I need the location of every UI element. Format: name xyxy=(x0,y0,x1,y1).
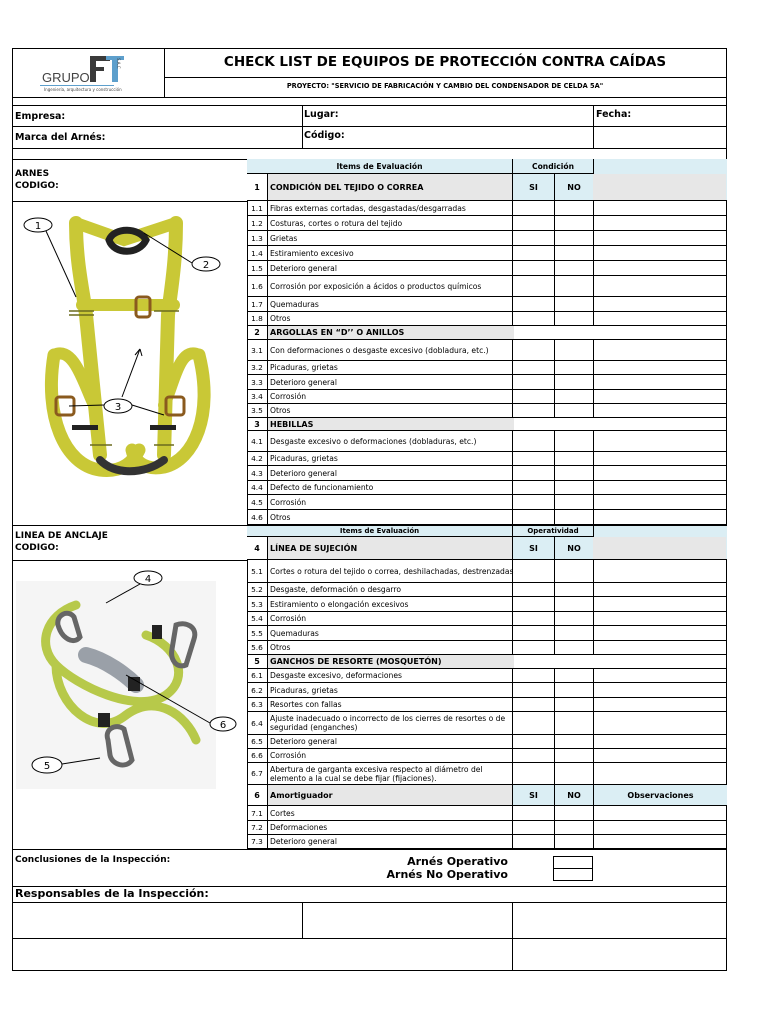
checklist-row xyxy=(247,390,726,404)
item-text: Quemaduras xyxy=(270,299,319,309)
si-cell[interactable] xyxy=(512,340,555,360)
item-text: Deformaciones xyxy=(270,823,328,832)
obs-cell[interactable] xyxy=(593,340,726,360)
no-cell[interactable] xyxy=(554,216,594,230)
item-text: Deterioro general xyxy=(270,837,337,846)
checklist-row xyxy=(247,261,726,276)
no-cell[interactable] xyxy=(554,560,594,582)
no-cell[interactable] xyxy=(554,510,594,524)
item-text: Corrosión por exposición a ácidos o productos químicos xyxy=(270,281,482,291)
checklist-row xyxy=(247,763,726,785)
no-cell[interactable] xyxy=(554,698,594,711)
si-cell[interactable] xyxy=(512,698,555,711)
item-text: Grietas xyxy=(270,233,298,243)
si-cell[interactable] xyxy=(512,297,555,311)
obs-cell[interactable] xyxy=(593,216,726,230)
item-num: 4.1 xyxy=(247,431,268,451)
si-cell[interactable] xyxy=(512,712,555,734)
obs-cell[interactable] xyxy=(593,361,726,374)
no-cell[interactable] xyxy=(554,340,594,360)
svg-text:5: 5 xyxy=(43,761,51,772)
item-num: 6.7 xyxy=(247,763,268,784)
checklist-row xyxy=(247,698,726,712)
no-cell[interactable] xyxy=(554,375,594,389)
si-cell[interactable] xyxy=(512,735,555,748)
item-num: 4.4 xyxy=(247,481,268,494)
obs-cell[interactable] xyxy=(593,481,726,494)
si-cell[interactable] xyxy=(512,835,555,848)
no-cell[interactable] xyxy=(554,583,594,596)
s6-si-header: SI xyxy=(512,785,554,806)
checklist-row xyxy=(247,669,726,683)
si-cell[interactable] xyxy=(512,583,555,596)
checklist-row xyxy=(247,712,726,735)
item-num: 3.4 xyxy=(247,390,268,403)
checklist-row xyxy=(247,216,726,231)
item-text: Costuras, cortes o rotura del tejido xyxy=(270,218,403,228)
item-num: 1.1 xyxy=(247,201,268,215)
item-text: Picaduras, grietas xyxy=(270,685,338,695)
no-cell[interactable] xyxy=(554,749,594,762)
obs-cell[interactable] xyxy=(593,749,726,762)
obs-cell[interactable] xyxy=(593,452,726,465)
conclusiones-label: Conclusiones de la Inspección: xyxy=(15,855,171,865)
item-num: 7.2 xyxy=(247,821,268,834)
obs-cell[interactable] xyxy=(593,641,726,654)
si-cell[interactable] xyxy=(512,201,555,215)
checklist-row xyxy=(247,683,726,698)
si-cell[interactable] xyxy=(512,821,555,834)
item-num: 4.2 xyxy=(247,452,268,465)
si-cell[interactable] xyxy=(512,312,555,325)
item-text: Corrosión xyxy=(270,392,307,401)
item-text: Deterioro general xyxy=(270,263,337,273)
checklist-row xyxy=(247,361,726,375)
linea-codigo: CODIGO: xyxy=(15,543,59,553)
si-cell[interactable] xyxy=(512,749,555,762)
checklist-row xyxy=(247,312,726,326)
si-cell[interactable] xyxy=(512,481,555,494)
harness-image xyxy=(14,205,244,520)
obs-cell[interactable] xyxy=(593,698,726,711)
no-cell[interactable] xyxy=(554,597,594,611)
arnes-no-operativo-label: Arnés No Operativo xyxy=(386,868,508,881)
checklist-row xyxy=(247,597,726,612)
item-num: 1.4 xyxy=(247,246,268,260)
item-num: 5.1 xyxy=(247,560,268,582)
item-text: Deterioro general xyxy=(270,468,337,478)
si-cell[interactable] xyxy=(512,276,555,296)
item-num: 4.3 xyxy=(247,466,268,480)
no-cell[interactable] xyxy=(554,276,594,296)
no-cell[interactable] xyxy=(554,201,594,215)
si-cell[interactable] xyxy=(512,806,555,820)
item-text: Fibras externas cortadas, desgastadas/desgarradas xyxy=(270,203,466,213)
checklist-row xyxy=(247,583,726,597)
item-text: Desgaste, deformación o desgarro xyxy=(270,585,401,594)
si-cell[interactable] xyxy=(512,612,555,625)
si-cell[interactable] xyxy=(512,261,555,275)
obs-cell[interactable] xyxy=(593,201,726,215)
no-cell[interactable] xyxy=(554,390,594,403)
obs-cell[interactable] xyxy=(593,276,726,296)
codigo-label: Código: xyxy=(304,130,345,141)
t1-condicion-header: Condición xyxy=(512,159,593,174)
checklist-row xyxy=(247,404,726,418)
no-cell[interactable] xyxy=(554,231,594,245)
si-cell[interactable] xyxy=(512,431,555,451)
logo-tagline: Ingeniería, arquitectura y construcción xyxy=(44,87,122,92)
section-6-title: Amortiguador xyxy=(268,785,514,805)
section-4-row xyxy=(247,537,726,560)
si-cell[interactable] xyxy=(512,597,555,611)
no-cell[interactable] xyxy=(554,806,594,820)
si-cell[interactable] xyxy=(512,452,555,465)
section-4-num: 4 xyxy=(247,537,268,559)
item-num: 1.8 xyxy=(247,312,268,325)
t2-no-header: NO xyxy=(554,537,593,560)
obs-cell[interactable] xyxy=(593,560,726,582)
checklist-row xyxy=(247,466,726,481)
no-cell[interactable] xyxy=(554,612,594,625)
logo-sac: S.A.C xyxy=(116,58,121,69)
item-num: 3.2 xyxy=(247,361,268,374)
obs-cell[interactable] xyxy=(593,583,726,596)
si-cell[interactable] xyxy=(512,375,555,389)
fecha-label: Fecha: xyxy=(596,109,632,120)
no-cell[interactable] xyxy=(554,641,594,654)
si-cell[interactable] xyxy=(512,683,555,697)
item-num: 6.3 xyxy=(247,698,268,711)
si-cell[interactable] xyxy=(512,466,555,480)
section-5-row xyxy=(247,655,726,669)
no-cell[interactable] xyxy=(554,431,594,451)
no-cell[interactable] xyxy=(554,297,594,311)
responsables-label: Responsables de la Inspección: xyxy=(15,887,209,900)
si-cell[interactable] xyxy=(512,390,555,403)
arnes-title: ARNES xyxy=(15,169,50,179)
obs-cell[interactable] xyxy=(593,806,726,820)
section-1-title: CONDICIÓN DEL TEJIDO O CORREA xyxy=(270,182,424,192)
obs-cell[interactable] xyxy=(593,231,726,245)
obs-cell[interactable] xyxy=(593,495,726,509)
svg-text:3: 3 xyxy=(114,402,122,413)
checklist-row xyxy=(247,340,726,361)
section-4-title: LÍNEA DE SUJECIÓN xyxy=(270,543,358,553)
project-name: PROYECTO: "SERVICIO DE FABRICACIÓN Y CAMBIO DEL CONDENSADOR DE CELDA 5A" xyxy=(286,82,604,90)
s6-no-header: NO xyxy=(554,785,593,806)
item-text: Estiramiento o elongación excesivos xyxy=(270,599,409,609)
item-num: 7.1 xyxy=(247,806,268,820)
checklist-row xyxy=(247,626,726,641)
checklist-row xyxy=(247,246,726,261)
signature-area-1[interactable] xyxy=(13,903,301,937)
item-num: 5.2 xyxy=(247,583,268,596)
item-text: Picaduras, grietas xyxy=(270,454,338,463)
t1-no-header: NO xyxy=(554,174,593,201)
item-num: 1.7 xyxy=(247,297,268,311)
obs-cell[interactable] xyxy=(593,735,726,748)
obs-cell[interactable] xyxy=(593,683,726,697)
no-cell[interactable] xyxy=(554,361,594,374)
no-cell[interactable] xyxy=(554,669,594,682)
item-num: 6.6 xyxy=(247,749,268,762)
checklist-row xyxy=(247,821,726,835)
item-num: 5.5 xyxy=(247,626,268,640)
t1-si-header: SI xyxy=(512,174,554,201)
item-text: Corrosión xyxy=(270,614,307,623)
checklist-row xyxy=(247,560,726,583)
checklist-row xyxy=(247,806,726,821)
no-cell[interactable] xyxy=(554,312,594,325)
section-6-num: 6 xyxy=(247,785,268,805)
item-num: 5.6 xyxy=(247,641,268,654)
checklist-row xyxy=(247,231,726,246)
no-cell[interactable] xyxy=(554,835,594,848)
svg-text:4: 4 xyxy=(144,574,152,585)
section-3-title: HEBILLAS xyxy=(268,418,514,430)
no-cell[interactable] xyxy=(554,626,594,640)
item-num: 5.4 xyxy=(247,612,268,625)
checklist-row xyxy=(247,481,726,495)
item-num: 1.3 xyxy=(247,231,268,245)
signature-area-2[interactable] xyxy=(303,903,511,937)
si-cell[interactable] xyxy=(512,763,555,784)
checklist-row xyxy=(247,452,726,466)
checklist-row xyxy=(247,495,726,510)
empresa-label: Empresa: xyxy=(15,111,66,122)
item-text: Corrosión xyxy=(270,751,307,760)
item-text: Ajuste inadecuado o incorrecto de los cierres de resortes o de seguridad (enganches) xyxy=(270,714,506,732)
no-cell[interactable] xyxy=(554,683,594,697)
section-1-row xyxy=(247,174,726,201)
obs-cell[interactable] xyxy=(593,261,726,275)
checklist-row xyxy=(247,510,726,525)
si-cell[interactable] xyxy=(512,669,555,682)
item-text: Otros xyxy=(270,643,291,652)
item-num: 7.3 xyxy=(247,835,268,848)
t2-operatividad-header: Operatividad xyxy=(512,525,593,537)
item-text: Deterioro general xyxy=(270,737,337,746)
no-cell[interactable] xyxy=(554,735,594,748)
no-cell[interactable] xyxy=(554,821,594,834)
form-title: CHECK LIST DE EQUIPOS DE PROTECCIÓN CONTRA CAÍDAS xyxy=(223,54,667,70)
item-text: Deterioro general xyxy=(270,377,337,387)
obs-cell[interactable] xyxy=(593,375,726,389)
no-cell[interactable] xyxy=(554,404,594,417)
checklist-row xyxy=(247,749,726,763)
si-cell[interactable] xyxy=(512,495,555,509)
section-2-num: 2 xyxy=(247,326,268,339)
item-text: Otros xyxy=(270,406,291,415)
si-cell[interactable] xyxy=(512,216,555,230)
obs-cell[interactable] xyxy=(593,821,726,834)
item-num: 6.4 xyxy=(247,712,268,734)
obs-cell[interactable] xyxy=(593,297,726,311)
item-text: Quemaduras xyxy=(270,628,319,638)
item-text: Estiramiento excesivo xyxy=(270,248,354,258)
section-3-row xyxy=(247,418,726,431)
item-num: 4.5 xyxy=(247,495,268,509)
signature-area-4[interactable] xyxy=(13,939,511,970)
no-cell[interactable] xyxy=(554,466,594,480)
checklist-row xyxy=(247,431,726,452)
item-num: 3.3 xyxy=(247,375,268,389)
checklist-row xyxy=(247,835,726,849)
item-text: Corrosión xyxy=(270,497,307,507)
obs-cell[interactable] xyxy=(593,510,726,524)
item-text: Defecto de funcionamiento xyxy=(270,483,374,492)
item-text: Cortes o rotura del tejido o correa, deshilachadas, destrenzadas xyxy=(270,566,514,576)
section-1-num: 1 xyxy=(247,174,268,200)
item-text: Desgaste excesivo o deformaciones (dobladuras, etc.) xyxy=(270,436,477,446)
obs-cell[interactable] xyxy=(593,312,726,325)
item-num: 6.2 xyxy=(247,683,268,697)
item-text: Resortes con fallas xyxy=(270,700,342,709)
obs-cell[interactable] xyxy=(593,431,726,451)
obs-cell[interactable] xyxy=(593,669,726,682)
si-cell[interactable] xyxy=(512,626,555,640)
item-num: 6.5 xyxy=(247,735,268,748)
no-cell[interactable] xyxy=(554,495,594,509)
item-num: 5.3 xyxy=(247,597,268,611)
item-text: Con deformaciones o desgaste excesivo (dobladura, etc.) xyxy=(270,345,489,355)
item-num: 1.5 xyxy=(247,261,268,275)
svg-text:2: 2 xyxy=(202,260,210,271)
section-5-num: 5 xyxy=(247,655,268,668)
arnes-codigo: CODIGO: xyxy=(15,181,59,191)
no-cell[interactable] xyxy=(554,763,594,784)
svg-text:1: 1 xyxy=(34,221,42,232)
obs-cell[interactable] xyxy=(593,763,726,784)
si-cell[interactable] xyxy=(512,361,555,374)
section-2-title: ARGOLLAS EN “D’’ O ANILLOS xyxy=(268,326,514,339)
obs-cell[interactable] xyxy=(593,404,726,417)
item-text: Otros xyxy=(270,314,291,323)
item-text: Picaduras, grietas xyxy=(270,363,338,372)
item-num: 3.1 xyxy=(247,340,268,360)
si-cell[interactable] xyxy=(512,560,555,582)
lanyard-image xyxy=(16,565,238,790)
logo-text: GRUPO xyxy=(42,70,90,85)
checklist-row xyxy=(247,612,726,626)
no-cell[interactable] xyxy=(554,712,594,734)
checklist-row xyxy=(247,735,726,749)
si-cell[interactable] xyxy=(512,246,555,260)
svg-text:6: 6 xyxy=(219,720,227,731)
marca-label: Marca del Arnés: xyxy=(15,132,106,143)
t2-si-header: SI xyxy=(512,537,554,560)
no-cell[interactable] xyxy=(554,246,594,260)
obs-cell[interactable] xyxy=(593,597,726,611)
item-num: 1.6 xyxy=(247,276,268,296)
obs-cell[interactable] xyxy=(593,712,726,734)
item-num: 1.2 xyxy=(247,216,268,230)
section-3-num: 3 xyxy=(247,418,268,430)
item-text: Abertura de garganta excesiva respecto al diámetro del elemento a la cual se debe fijar (fijaciones). xyxy=(270,764,483,783)
checklist-row xyxy=(247,201,726,216)
item-num: 3.5 xyxy=(247,404,268,417)
item-num: 6.1 xyxy=(247,669,268,682)
s6-obs-header: Observaciones xyxy=(593,785,727,806)
obs-cell[interactable] xyxy=(593,626,726,640)
obs-cell[interactable] xyxy=(593,835,726,848)
checklist-row xyxy=(247,375,726,390)
item-text: Desgaste excesivo, deformaciones xyxy=(270,671,402,680)
checklist-row xyxy=(247,297,726,312)
signature-area-3[interactable] xyxy=(513,903,726,970)
item-text: Otros xyxy=(270,512,291,522)
no-cell[interactable] xyxy=(554,481,594,494)
item-num: 4.6 xyxy=(247,510,268,524)
linea-title: LINEA DE ANCLAJE xyxy=(15,531,108,541)
t2-items-header: Items de Evaluación xyxy=(247,525,512,537)
si-cell[interactable] xyxy=(512,510,555,524)
no-cell[interactable] xyxy=(554,452,594,465)
no-operativo-checkbox[interactable] xyxy=(553,868,593,881)
section-5-title: GANCHOS DE RESORTE (MOSQUETÓN) xyxy=(268,655,514,668)
si-cell[interactable] xyxy=(512,641,555,654)
item-text: Cortes xyxy=(270,808,295,818)
no-cell[interactable] xyxy=(554,261,594,275)
t1-items-header: Items de Evaluación xyxy=(247,159,512,174)
obs-cell[interactable] xyxy=(593,466,726,480)
obs-cell[interactable] xyxy=(593,390,726,403)
checklist-row xyxy=(247,276,726,297)
obs-cell[interactable] xyxy=(593,612,726,625)
lugar-label: Lugar: xyxy=(304,109,339,120)
section-2-row xyxy=(247,326,726,340)
si-cell[interactable] xyxy=(512,231,555,245)
arnes-operativo-label: Arnés Operativo xyxy=(407,855,508,868)
obs-cell[interactable] xyxy=(593,246,726,260)
checklist-row xyxy=(247,641,726,655)
si-cell[interactable] xyxy=(512,404,555,417)
